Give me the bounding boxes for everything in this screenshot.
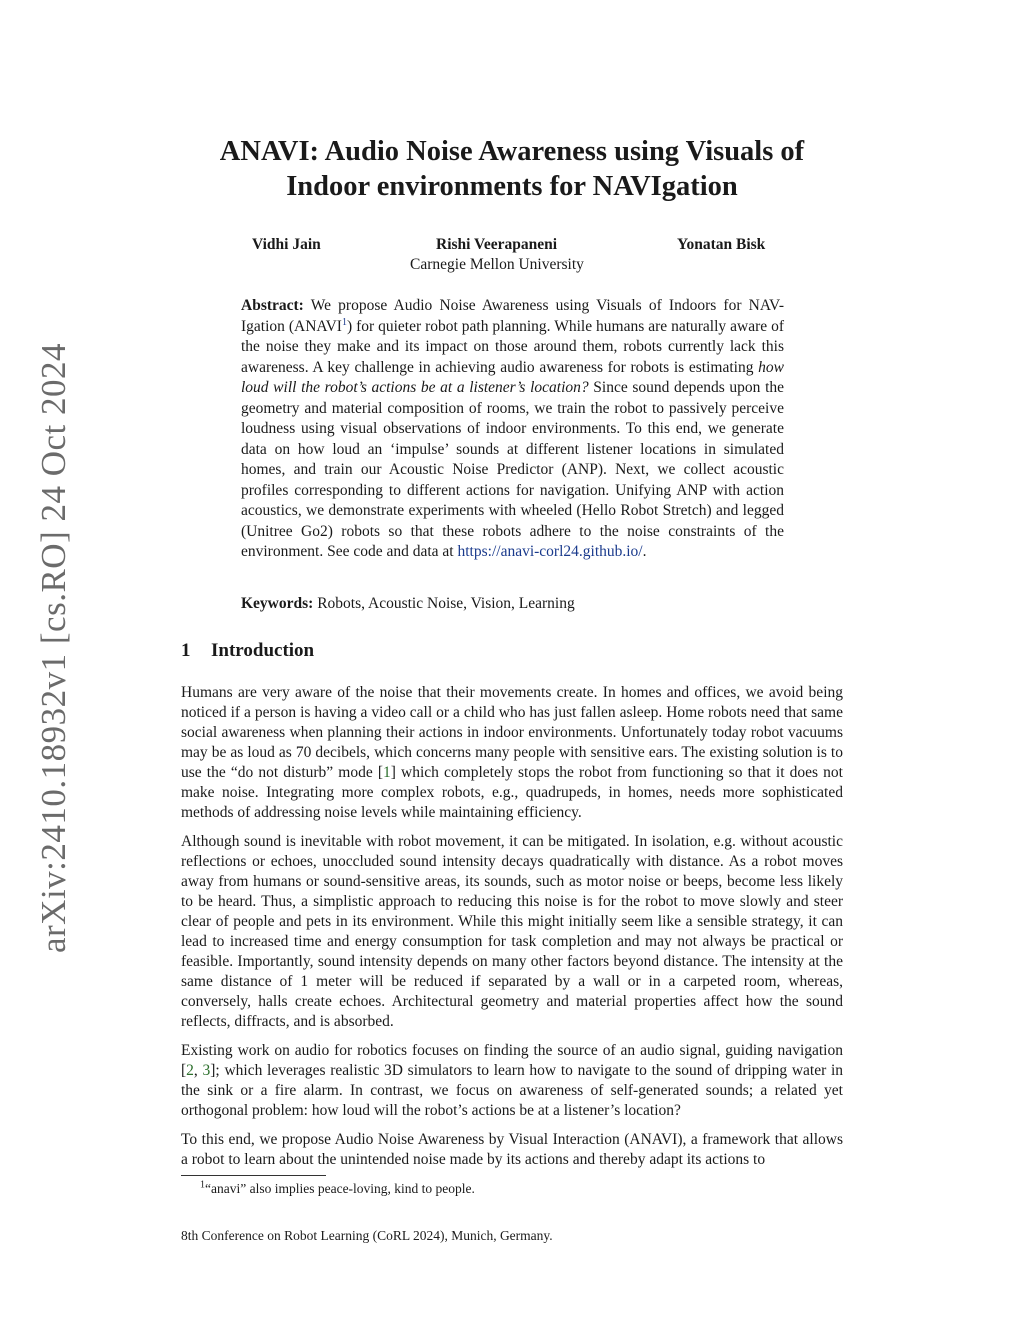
- abstract-text-1: We propose Audio Noise Awareness using Visuals of Indoors for NAV-Igation (ANAVI: [241, 297, 784, 335]
- paragraph-1-text-a: Humans are very aware of the noise that their movements create. In homes and offices, we avoid being noticed if a person is having a video call or a child who has just fallen asleep. Home robots need that same social awareness when planning their actions in indoor environments. Unfortunately today robot vacuums may be as loud as 70 decibels, which concerns many people with sensitive ears. The existing solution is to use the “do not disturb” mode [: [181, 684, 843, 781]
- keywords-text: Robots, Acoustic Noise, Vision, Learning: [313, 595, 575, 612]
- citation-3[interactable]: 3: [202, 1062, 211, 1079]
- abstract-label: Abstract:: [241, 297, 304, 314]
- abstract-end: .: [642, 543, 647, 560]
- footnote-divider: [181, 1175, 326, 1176]
- paragraph-3: [181, 1041, 843, 1121]
- section-heading: [181, 640, 314, 662]
- author-2: Rishi Veerapaneni: [436, 236, 558, 253]
- affiliation: Carnegie Mellon University: [410, 256, 584, 273]
- footnote: [200, 1181, 475, 1197]
- footnote-text: “anavi” also implies peace-loving, kind to people.: [205, 1181, 475, 1196]
- paragraph-2: Although sound is inevitable with robot movement, it can be mitigated. In isolation, e.g. without acoustic reflections or echoes, unoccluded sound intensity decays quadratically with distance. As a robot moves away from humans or sound-sensitive areas, its sounds, such as motor noise or beeps, become less likely to be heard. Thus, a simplistic approach to reducing this noise is for the robot to move slowly and steer clear of people and pets in its environment. While this might initially seem like a sensible strategy, it can lead to increased time and energy consumption for task completion and may not always be practical or feasible. Importantly, sound intensity depends on many other factors beyond distance. The intensity at the same distance of 1 meter will be reduced if separated by a wall or in a carpeted room, whereas, conversely, halls create echoes. Architectural geometry and material properties affect how the sound reflects, diffracts, and is absorbed.: [181, 833, 843, 1030]
- keywords-label: Keywords:: [241, 595, 314, 612]
- paragraph-3-text-a: Existing work on audio for robotics focuses on finding the source of an audio signal, guiding navigation [: [181, 1042, 843, 1079]
- paragraph-1-text-b: ] which completely stops the robot from functioning so that it does not make noise. Integrating more complex robots, e.g., quadrupeds, in homes, needs more sophisticated methods of addressing noise levels while maintaining efficiency.: [181, 764, 843, 821]
- section-number: 1: [181, 640, 191, 661]
- citation-separator: ,: [193, 1062, 203, 1079]
- footnote-number: 1: [200, 1179, 205, 1191]
- keywords: [241, 595, 575, 613]
- arxiv-identifier: arXiv:2410.18932v1 [cs.RO] 24 Oct 2024: [34, 342, 73, 954]
- title-line-1: ANAVI: Audio Noise Awareness using Visuals of: [219, 136, 805, 167]
- abstract-text-2: ) for quieter robot path planning. While humans are naturally aware of the noise they make and its impact on those around them, robots currently lack this awareness. A key challenge in achieving audio awareness for robots is estimating: [241, 317, 784, 376]
- citation-1[interactable]: 1: [383, 764, 391, 781]
- abstract-text-3: Since sound depends upon the geometry and material composition of rooms, we train the robot to passively perceive loudness using visual observations of indoor environments. To this end, we generate data on how loud an ‘impulse’ sounds at different listener locations in simulated homes, and train our Acoustic Noise Predictor (ANP). Next, we collect acoustic profiles corresponding to different actions for navigation. Unifying ANP with action acoustics, we demonstrate experiments with wheeled (Hello Robot Stretch) and legged (Unitree Go2) robots so that these robots adhere to the noise constraints of the environment. See code and data at: [241, 379, 784, 560]
- section-title: Introduction: [211, 640, 315, 661]
- paragraph-3-text-b: ]; which leverages realistic 3D simulators to learn how to navigate to the sound of dripping water in the sink or a fire alarm. In contrast, we focus on awareness of self-generated sounds; a related yet orthogonal problem: how loud will the robot’s actions be at a listener’s location?: [181, 1062, 844, 1119]
- abstract-question: how loud will the robot’s actions be at a listener’s location?: [241, 358, 784, 396]
- citation-2[interactable]: 2: [186, 1062, 194, 1079]
- footnote-marker[interactable]: 1: [341, 316, 347, 328]
- paragraph-1: [181, 683, 843, 823]
- paragraph-4: To this end, we propose Audio Noise Awareness by Visual Interaction (ANAVI), a framework that allows a robot to learn about the unintended noise made by its actions and thereby adapt its actions to: [181, 1131, 843, 1168]
- conference-note: 8th Conference on Robot Learning (CoRL 2024), Munich, Germany.: [181, 1228, 553, 1243]
- paper-title: [150, 134, 874, 204]
- author-1: Vidhi Jain: [252, 236, 321, 253]
- author-3: Yonatan Bisk: [677, 236, 766, 253]
- project-link[interactable]: https://anavi-corl24.github.io/: [457, 543, 643, 560]
- title-line-2: Indoor environments for NAVIgation: [286, 171, 738, 202]
- abstract: [241, 296, 784, 563]
